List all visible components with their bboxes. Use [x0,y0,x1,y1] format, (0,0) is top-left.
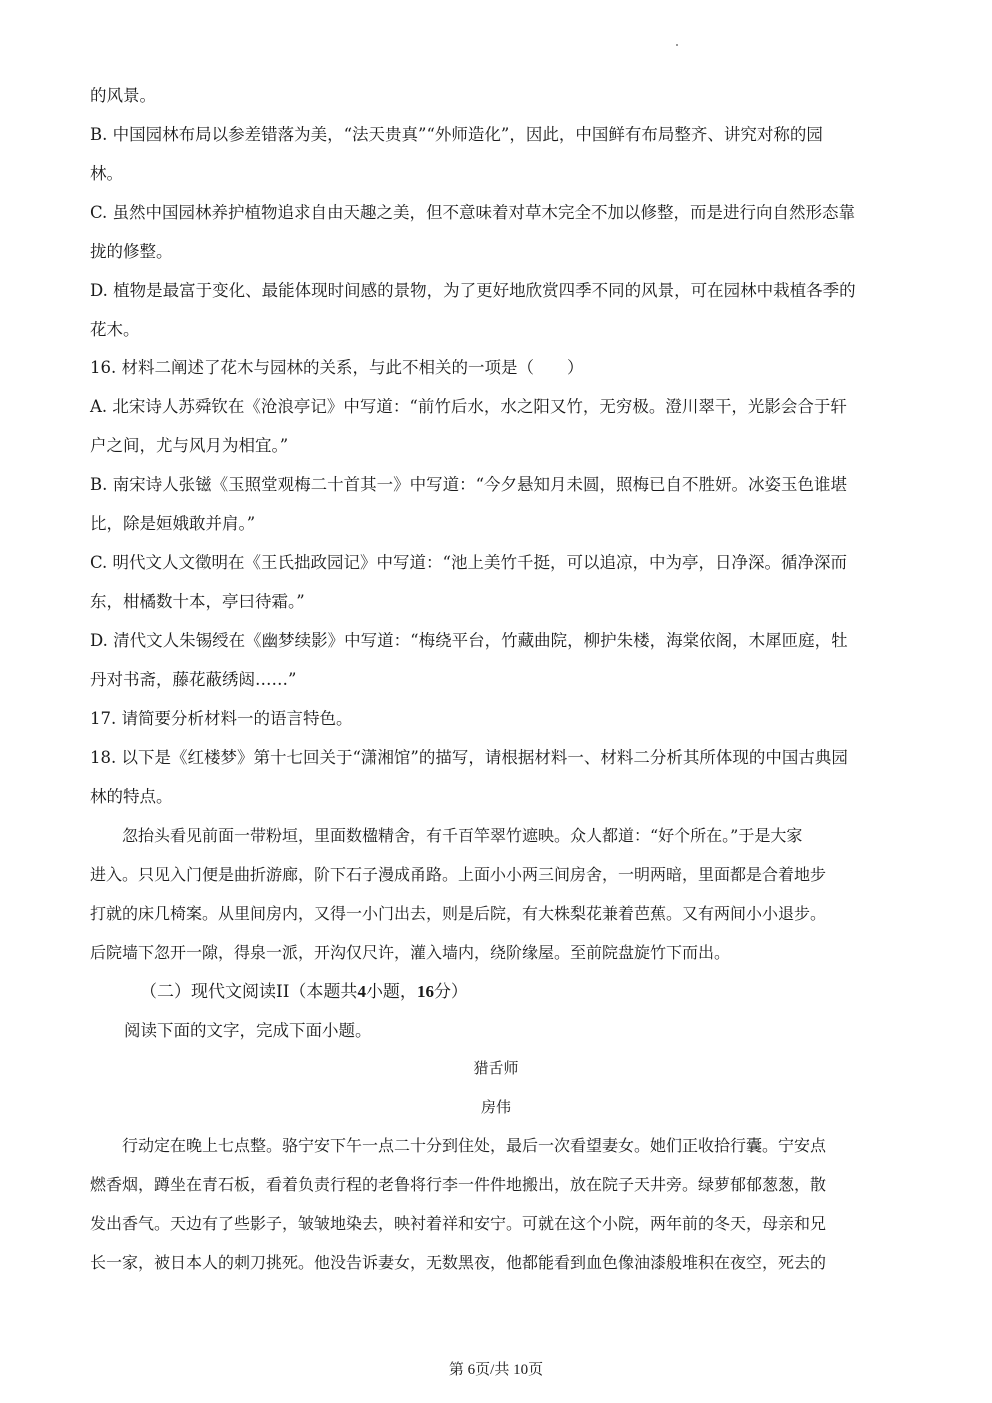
story-line: 长一家，被日本人的刺刀挑死。他没告诉妻女，无数黑夜，他都能看到血色像油漆般堆积在夜空，死去的 [90,1253,827,1272]
excerpt-line: 忽抬头看见前面一带粉垣，里面数楹精舍，有千百竿翠竹遮映。众人都道：“好个所在。”于是大家 [90,826,803,845]
text-line: 的风景。 [90,86,156,105]
page-number: 第 6页/共 10页 [448,1362,544,1378]
text-line: 比，除是姮娥敢并肩。” [90,514,256,533]
story-author: 房伟 [480,1098,511,1116]
option-d-line: D. 植物是最富于变化、最能体现时间感的景物，为了更好地欣赏四季不同的风景，可在园林中栽植各季的 [90,281,856,300]
section-heading: （二）现代文阅读II（本题共4小题，16分） [140,982,468,1002]
text-line: 花木。 [90,320,140,339]
text-line: 林的特点。 [90,787,173,806]
q16-option-a: A. 北宋诗人苏舜钦在《沧浪亭记》中写道：“前竹后水，水之阳又竹，无穷极。澄川翠干，光影会合于轩 [90,397,847,416]
q16-option-c: C. 明代文人文徵明在《王氏拙政园记》中写道：“池上美竹千挺，可以追凉，中为亭，日净深。循净深而 [90,553,847,572]
question-17: 17. 请简要分析材料一的语言特色。 [90,709,353,728]
text-line: 林。 [90,164,123,183]
instruction: 阅读下面的文字，完成下面小题。 [124,1021,372,1040]
text-line: 拢的修整。 [90,242,173,261]
excerpt-line: 打就的床几椅案。从里间房内，又得一小门出去，则是后院，有大株梨花兼着芭蕉。又有两间小小退步。 [90,904,827,923]
text-line: 户之间，尤与风月为相宜。” [90,436,289,455]
story-line: 燃香烟，蹲坐在青石板，看着负责行程的老鲁将行李一件件地搬出，放在院子天井旁。绿萝郁郁葱葱，散 [90,1175,827,1194]
story-line: 行动定在晚上七点整。骆宁安下午一点二十分到住处，最后一次看望妻女。她们正收拾行囊。宁安点 [90,1136,827,1155]
text-line: 东，柑橘数十本，亭曰待霜。” [90,592,305,611]
excerpt-line: 后院墙下忽开一隙，得泉一派，开沟仅尺许，灌入墙内，绕阶缘屋。至前院盘旋竹下而出。 [90,943,731,962]
question-18: 18. 以下是《红楼梦》第十七回关于“潇湘馆”的描写，请根据材料一、材料二分析其所体现的中国古典园 [90,748,848,767]
q16-option-d: D. 清代文人朱锡绶在《幽梦续影》中写道：“梅绕平台，竹藏曲院，柳护朱楼，海棠依阁，木犀匝庭，牡 [90,631,848,650]
text-line: 丹对书斋，藤花蔽绣闼……” [90,670,297,689]
option-b-line: B. 中国园林布局以参差错落为美，“法天贵真”“外师造化”，因此，中国鲜有布局整齐、讲究对称的园 [90,125,823,144]
scan-dot [676,44,678,46]
story-line: 发出香气。天边有了些影子，皱皱地染去，映衬着祥和安宁。可就在这个小院，两年前的冬天，母亲和兄 [90,1214,827,1233]
question-16: 16. 材料二阐述了花木与园林的关系，与此不相关的一项是（ ） [90,358,584,377]
option-c-line: C. 虽然中国园林养护植物追求自由天趣之美，但不意味着对草木完全不加以修整，而是进行向自然形态靠 [90,203,856,222]
q16-option-b: B. 南宋诗人张镃《玉照堂观梅二十首其一》中写道：“今夕悬知月未圆，照梅已自不胜妍。冰姿玉色谁堪 [90,475,848,494]
excerpt-line: 进入。只见入门便是曲折游廊，阶下石子漫成甬路。上面小小两三间房舍，一明两暗，里面都是合着地步 [90,865,827,884]
story-title: 猎舌师 [473,1059,519,1077]
